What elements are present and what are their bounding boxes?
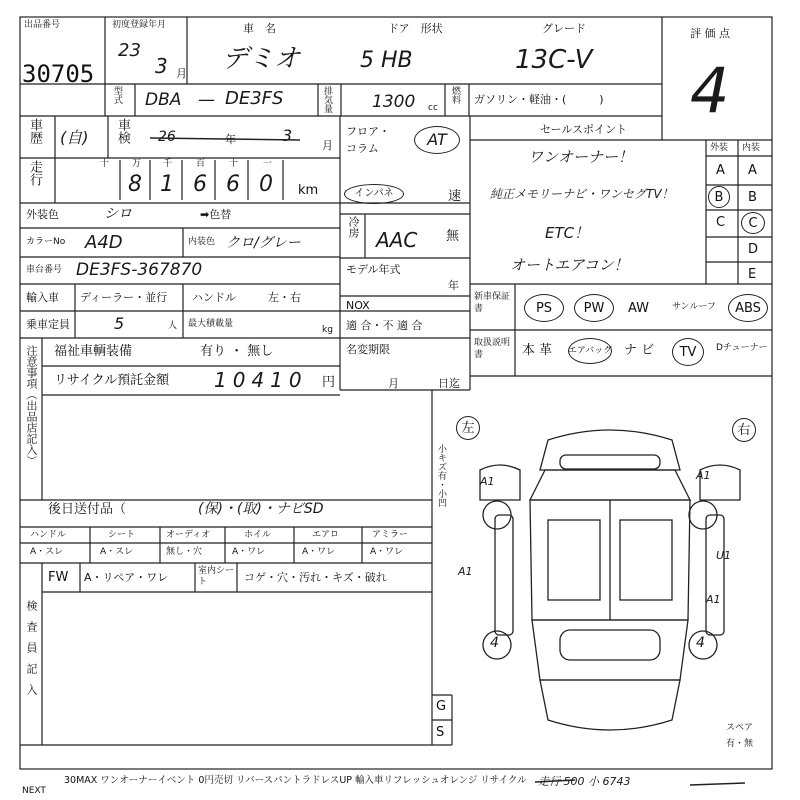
damage-mark: A1 — [696, 469, 711, 482]
inspection-year: 26 — [158, 129, 176, 145]
equip-pw: PW — [574, 294, 614, 322]
outer-frame — [20, 17, 772, 769]
chassis-number: DE3FS-367870 — [76, 260, 203, 280]
mileage-label: 走行 — [27, 160, 42, 186]
history-label: 車歴 — [27, 118, 42, 144]
inspector-label: 検査員記入 — [25, 600, 38, 705]
equip-ps: PS — [524, 294, 564, 322]
left-side-label: 左 — [456, 416, 480, 440]
history-value: (自) — [60, 128, 89, 147]
handle-options: 左・右 — [268, 291, 301, 304]
ext-color: シロ — [104, 206, 132, 222]
first-registration-month: 3 — [155, 54, 168, 78]
welfare-label: 福祉車輌装備 — [54, 344, 133, 359]
nox-options: 適 合・不 適 合 — [346, 319, 423, 332]
interior-sheet-label: 室内シート — [198, 566, 235, 587]
name-change-day-unit: 日迄 — [438, 377, 460, 390]
interior-sheet-value: コゲ・穴・汚れ・キズ・破れ — [244, 571, 387, 584]
lot-number-label: 出品番号 — [24, 20, 61, 30]
int-grade-header: 内装 — [742, 143, 761, 153]
cc-unit: cc — [428, 103, 438, 113]
transmission-circled: AT — [414, 126, 460, 154]
score-label: 評 価 点 — [690, 27, 730, 40]
int-grade-e: E — [748, 267, 757, 282]
model-dash: — — [198, 90, 215, 110]
attachments-value: (保)・(取)・ナビSD — [198, 501, 324, 517]
interior-value-mirror: A・ワレ — [370, 547, 404, 557]
kg-unit: kg — [322, 325, 333, 335]
model-label: 型式 — [112, 86, 122, 104]
first-registration-month-unit: 月 — [176, 67, 187, 80]
interior-value-handle: A・スレ — [30, 547, 64, 557]
equip-sunroof: サンルーフ — [672, 302, 716, 312]
door-shape: 5 HB — [360, 48, 413, 73]
model-year-label: モデル年式 — [346, 263, 401, 276]
inspection-label: 車検 — [115, 118, 130, 144]
ac-value: AAC — [376, 228, 418, 252]
sales-points-label: セールスポイント — [540, 123, 628, 136]
yen-unit: 円 — [322, 375, 336, 390]
damage-mark: A1 — [706, 593, 721, 606]
damage-mark: 4 — [696, 635, 705, 651]
equip-leather: 本 革 — [522, 343, 553, 358]
capacity-unit: 人 — [168, 321, 178, 331]
ext-grade-c: C — [716, 215, 726, 230]
first-registration-label: 初度登録年月 — [112, 20, 167, 30]
mileage-digit: 6 — [226, 172, 240, 197]
mileage-digit: 0 — [259, 172, 273, 197]
attachments-label: 後日送付品（ — [48, 502, 127, 517]
digit-label-ten-thousands: 万 — [132, 159, 142, 169]
floor-column-label: フロア・コラム — [346, 125, 390, 155]
int-grade-b: B — [748, 190, 757, 205]
fw-label: FW — [48, 570, 69, 585]
color-change: ➡色替 — [200, 208, 232, 221]
interior-value-wheel: A・ワレ — [232, 547, 266, 557]
handle-label: ハンドル — [192, 291, 236, 304]
fuel-options: ガソリン・軽油・( ) — [474, 93, 604, 106]
sales-point-3: ETC！ — [545, 224, 590, 242]
digit-label-thousands: 千 — [163, 159, 173, 169]
displacement-label: 排気量 — [322, 86, 332, 113]
fw-value: A・リペア・ワレ — [84, 571, 169, 584]
mileage-digit: 1 — [160, 172, 174, 197]
grade-label: グレード — [542, 22, 586, 35]
import-options: ディーラー・並行 — [80, 291, 168, 304]
interior-header-wheel: ホイル — [244, 530, 272, 540]
equip-airbag: エアバッグ — [568, 338, 612, 364]
int-grade-d: D — [748, 242, 759, 257]
event-text: 30MAX ワンオーナーイベント 0円売切 リバースパントラドレスUP 輸入車リフレッシュオレンジ リサイクル — [64, 775, 527, 786]
next-label: NEXT — [22, 786, 46, 796]
equip-abs: ABS — [728, 294, 768, 322]
capacity-value: 5 — [114, 314, 125, 333]
interior-header-aero: エアロ — [312, 530, 340, 540]
interior-value-seat: A・スレ — [100, 547, 134, 557]
damage-mark: A1 — [480, 475, 495, 488]
equip-dtuner: Dチューナー — [716, 343, 768, 353]
recycle-label: リサイクル預託金額 — [54, 373, 170, 388]
km-unit: km — [298, 183, 319, 198]
ac-none-label: 無 — [446, 229, 460, 244]
manual-label: 取扱説明書 — [474, 338, 511, 360]
digit-label-hundreds: 百 — [196, 159, 206, 169]
spare-options: 有・無 — [726, 739, 754, 749]
first-registration-year: 23 — [118, 40, 141, 61]
right-side-label: 右 — [732, 418, 756, 442]
footer-bottom-right: 走行 500 小 6743 — [538, 775, 631, 788]
fuel-label: 燃料 — [450, 86, 460, 104]
equip-tv: TV — [672, 338, 704, 366]
door-shape-label: ドア 形状 — [388, 22, 443, 35]
nox-label: NOX — [346, 299, 370, 312]
equip-aw: AW — [628, 301, 650, 316]
int-grade-c: C — [741, 212, 765, 234]
import-label: 輸入車 — [26, 291, 59, 304]
mileage-digit: 8 — [128, 172, 142, 197]
ac-label: 冷房 — [347, 216, 360, 238]
speed-label: 速 — [448, 189, 462, 204]
inspection-month: 3 — [282, 126, 293, 145]
interior-value-audio: 無し・穴 — [166, 547, 203, 557]
inpane-circled: インパネ — [344, 184, 404, 204]
max-load-label: 最大積載量 — [188, 319, 234, 329]
notes-label: 注意事項（出品店記入） — [25, 345, 38, 466]
int-grade-a: A — [748, 163, 757, 178]
interior-header-mirror: アミラー — [372, 530, 409, 540]
color-no: A4D — [85, 232, 123, 253]
s-label: S — [436, 725, 445, 740]
damage-mark: U1 — [716, 549, 732, 562]
equip-navi: ナ ビ — [624, 343, 655, 358]
int-color: クロ/グレー — [226, 235, 301, 251]
digit-label-tens: 十 — [229, 159, 239, 169]
new-warranty-label: 新車保証書 — [474, 292, 511, 314]
digit-label-ones: 一 — [263, 159, 273, 169]
sales-point-1: ワンオーナー！ — [528, 148, 634, 166]
model-prefix: DBA — [145, 90, 182, 110]
sales-point-4: オートエアコン！ — [510, 256, 629, 274]
name-change-label: 名変期限 — [346, 343, 390, 356]
model-code: DE3FS — [225, 88, 284, 109]
scratch-legend: 小キズ有・小凹 — [436, 444, 446, 507]
sales-point-2: 純正メモリーナビ・ワンセグTV！ — [490, 187, 674, 201]
ext-grade-header: 外装 — [710, 143, 729, 153]
lot-number: 30705 — [22, 60, 95, 88]
model-year-unit: 年 — [448, 279, 459, 292]
spare-label: スペア — [726, 723, 754, 733]
welfare-options: 有り ・ 無し — [200, 344, 274, 359]
car-name-label: 車 名 — [243, 22, 276, 35]
inspection-month-unit: 月 — [322, 139, 333, 152]
capacity-label: 乗車定員 — [26, 318, 70, 331]
interior-value-aero: A・ワレ — [302, 547, 336, 557]
interior-header-handle: ハンドル — [30, 530, 67, 540]
inspection-year-unit: 年 — [225, 133, 236, 146]
ext-grade-b: B — [708, 186, 730, 208]
ext-grade-a: A — [716, 163, 725, 178]
interior-header-audio: オーディオ — [166, 530, 211, 540]
score: 4 — [690, 54, 730, 127]
grade: 13C-V — [515, 45, 593, 75]
recycle-amount: 10410 — [214, 368, 308, 392]
name-change-month-unit: 月 — [388, 377, 399, 390]
digit-label-ten-millions: 十 — [100, 159, 110, 169]
car-name: デミオ — [222, 44, 301, 74]
damage-mark: A1 — [458, 565, 473, 578]
displacement: 1300 — [372, 92, 416, 112]
color-no-label: カラーNo — [26, 237, 66, 247]
damage-mark: 4 — [490, 635, 499, 651]
int-color-label: 内装色 — [188, 237, 216, 247]
ext-color-label: 外装色 — [26, 208, 59, 221]
chassis-label: 車台番号 — [26, 265, 63, 275]
interior-header-seat: シート — [108, 530, 136, 540]
mileage-digit: 6 — [193, 172, 207, 197]
g-label: G — [436, 699, 447, 714]
